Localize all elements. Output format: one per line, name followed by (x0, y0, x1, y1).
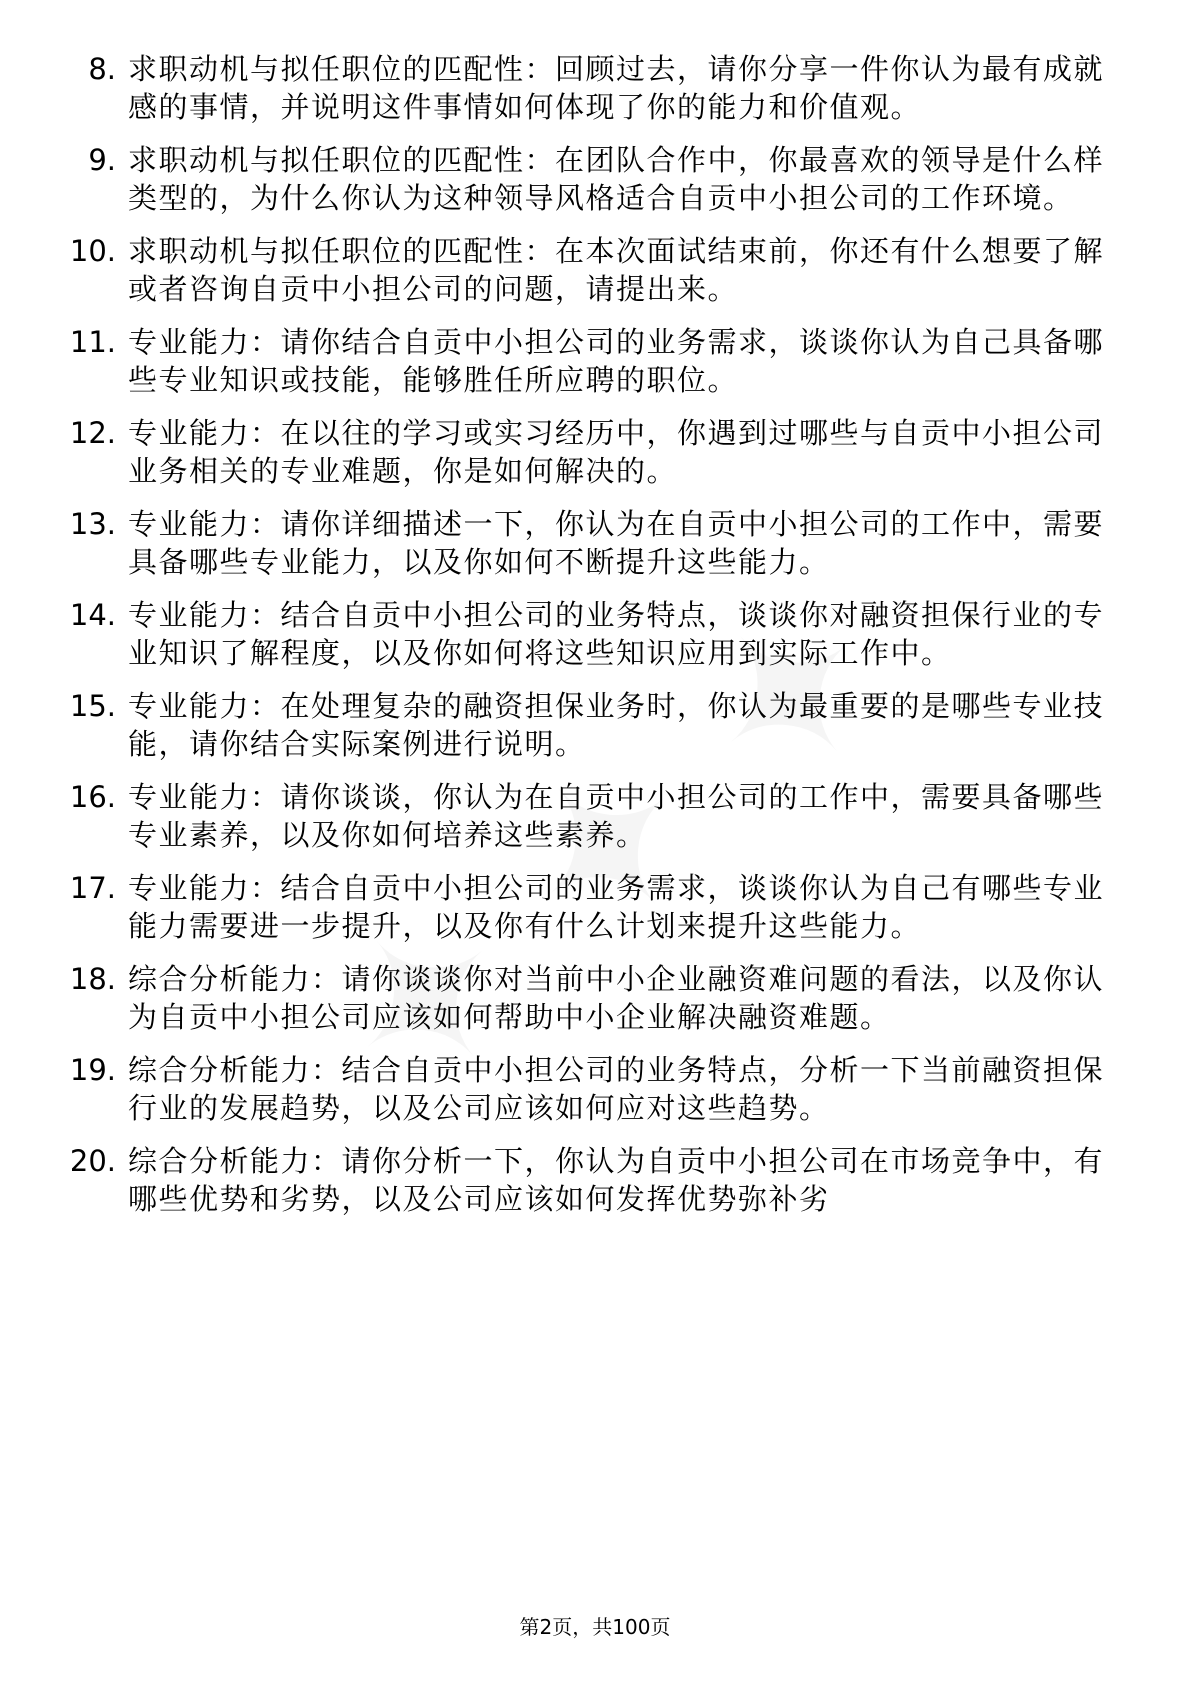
question-item (60, 1142, 1120, 1218)
question-text: 专业能力：请你谈谈，你认为在自贡中小担公司的工作中，需要具备哪些专业素养，以及你如何培养这些素养。 (128, 780, 1105, 852)
question-number: 17. (69, 871, 116, 905)
question-item (60, 232, 1120, 308)
question-number: 20. (69, 1144, 116, 1178)
question-item (60, 50, 1120, 126)
question-list (60, 50, 1120, 1233)
question-item (60, 1051, 1120, 1127)
question-item (60, 596, 1120, 672)
question-text: 综合分析能力：请你谈谈你对当前中小企业融资难问题的看法，以及你认为自贡中小担公司应该如何帮助中小企业解决融资难题。 (128, 962, 1105, 1034)
question-item (60, 141, 1120, 217)
question-number: 13. (69, 507, 116, 541)
question-item (60, 323, 1120, 399)
question-number: 9. (88, 143, 116, 177)
question-text: 专业能力：结合自贡中小担公司的业务特点，谈谈你对融资担保行业的专业知识了解程度，以及你如何将这些知识应用到实际工作中。 (128, 598, 1105, 670)
question-number: 14. (69, 598, 116, 632)
question-number: 15. (69, 689, 116, 723)
question-item (60, 414, 1120, 490)
question-text: 专业能力：在处理复杂的融资担保业务时，你认为最重要的是哪些专业技能，请你结合实际案例进行说明。 (128, 689, 1105, 761)
question-number: 16. (69, 780, 116, 814)
question-item (60, 505, 1120, 581)
question-number: 19. (69, 1053, 116, 1087)
question-number: 10. (69, 234, 116, 268)
question-number: 8. (88, 52, 116, 86)
question-number: 12. (69, 416, 116, 450)
question-text: 综合分析能力：请你分析一下，你认为自贡中小担公司在市场竞争中，有哪些优势和劣势，以及公司应该如何发挥优势弥补劣 (128, 1144, 1105, 1216)
question-text: 专业能力：请你详细描述一下，你认为在自贡中小担公司的工作中，需要具备哪些专业能力，以及你如何不断提升这些能力。 (128, 507, 1105, 579)
question-item (60, 778, 1120, 854)
question-text: 求职动机与拟任职位的匹配性：在本次面试结束前，你还有什么想要了解或者咨询自贡中小担公司的问题，请提出来。 (128, 234, 1105, 306)
question-text: 专业能力：在以往的学习或实习经历中，你遇到过哪些与自贡中小担公司业务相关的专业难题，你是如何解决的。 (128, 416, 1105, 488)
question-text: 综合分析能力：结合自贡中小担公司的业务特点，分析一下当前融资担保行业的发展趋势，以及公司应该如何应对这些趋势。 (128, 1053, 1105, 1125)
question-item (60, 960, 1120, 1036)
question-number: 18. (69, 962, 116, 996)
question-item (60, 687, 1120, 763)
question-text: 求职动机与拟任职位的匹配性：回顾过去，请你分享一件你认为最有成就感的事情，并说明这件事情如何体现了你的能力和价值观。 (128, 52, 1105, 124)
question-text: 专业能力：结合自贡中小担公司的业务需求，谈谈你认为自己有哪些专业能力需要进一步提升，以及你有什么计划来提升这些能力。 (128, 871, 1105, 943)
page-footer: 第2页，共100页 (519, 1615, 671, 1639)
question-number: 11. (69, 325, 116, 359)
question-text: 求职动机与拟任职位的匹配性：在团队合作中，你最喜欢的领导是什么样类型的，为什么你认为这种领导风格适合自贡中小担公司的工作环境。 (128, 143, 1105, 215)
question-item (60, 869, 1120, 945)
question-text: 专业能力：请你结合自贡中小担公司的业务需求，谈谈你认为自己具备哪些专业知识或技能，能够胜任所应聘的职位。 (128, 325, 1105, 397)
